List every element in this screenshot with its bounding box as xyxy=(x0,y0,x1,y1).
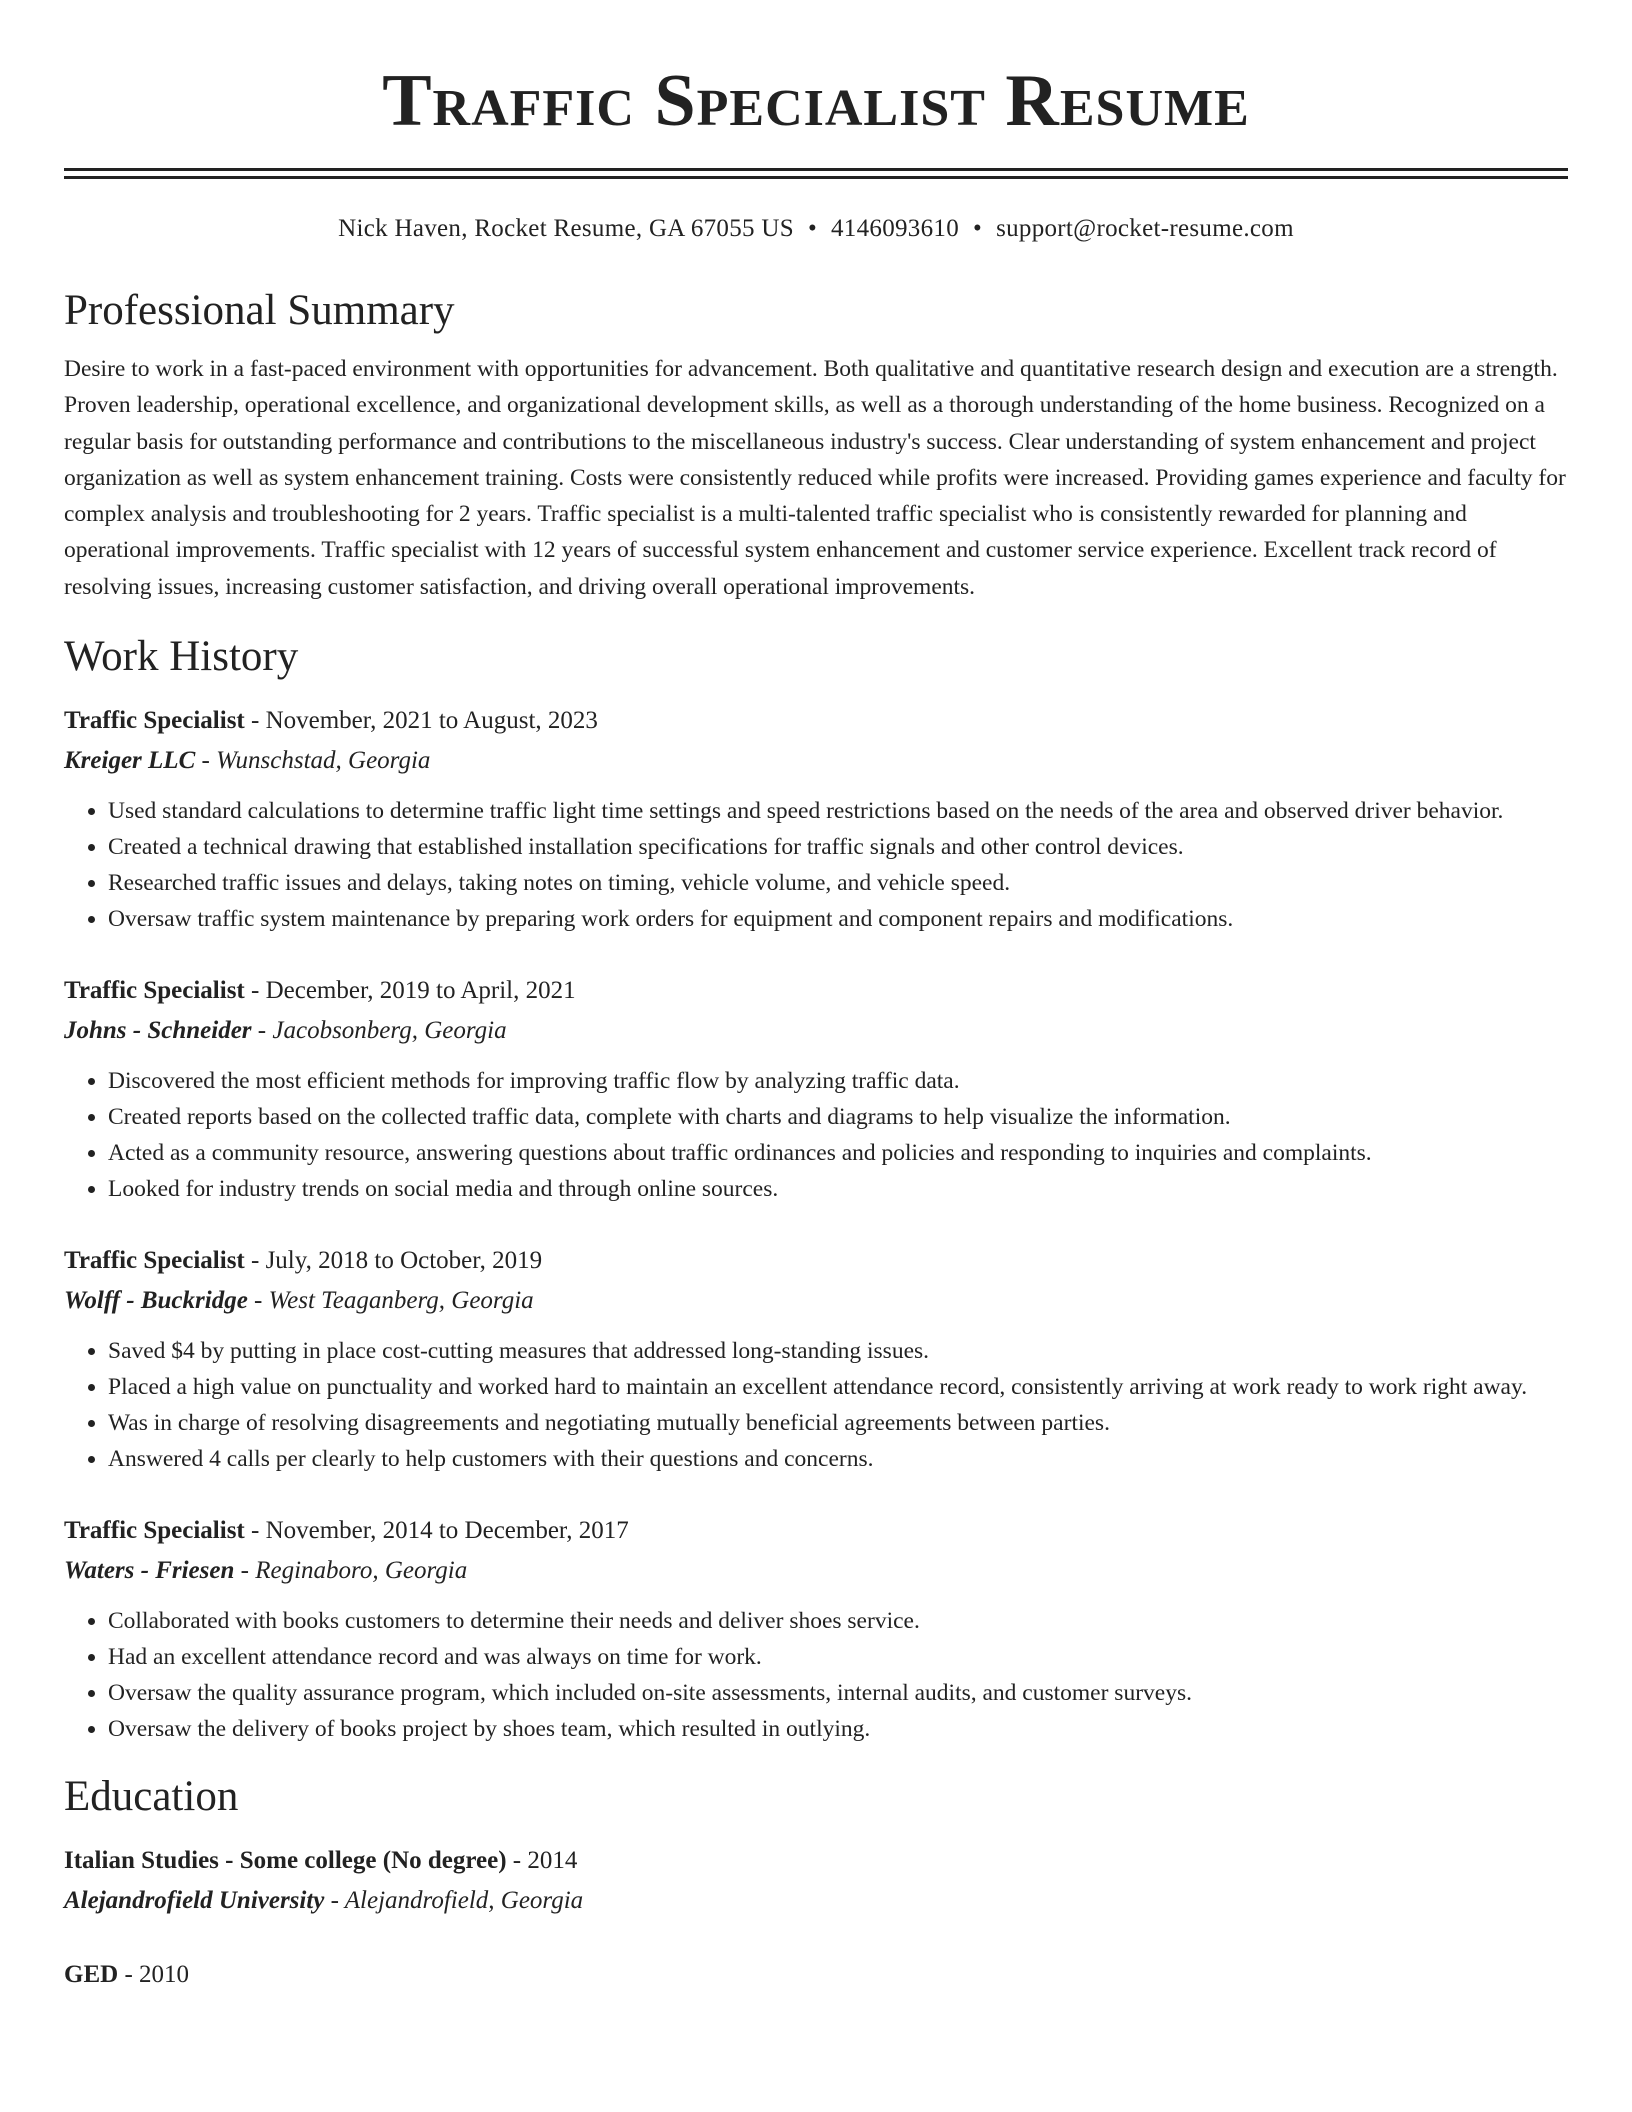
job-title-line xyxy=(64,701,1568,741)
job-role: Traffic Specialist xyxy=(64,1517,245,1545)
job-dates: - December, 2019 to April, 2021 xyxy=(244,977,576,1005)
job-location: - Reginaboro, Georgia xyxy=(234,1557,468,1585)
job-entry xyxy=(64,701,1568,937)
job-title-line xyxy=(64,1241,1568,1281)
education-school-line xyxy=(64,1881,1568,1921)
job-dates: - July, 2018 to October, 2019 xyxy=(244,1247,543,1275)
job-dates: - November, 2021 to August, 2023 xyxy=(244,707,598,735)
job-company: Waters - Friesen xyxy=(64,1557,235,1585)
job-role: Traffic Specialist xyxy=(64,1247,245,1275)
job-entry xyxy=(64,1241,1568,1477)
job-bullet: • Created a technical drawing that established installation specifications for traffic signals and other control devices. xyxy=(108,829,1568,865)
job-bullet-list xyxy=(64,793,1568,937)
resume-title: Traffic Specialist Resume xyxy=(382,60,1250,142)
contact-separator: • xyxy=(973,215,983,242)
work-history-heading: Work History xyxy=(64,633,299,681)
contact-address: Nick Haven, Rocket Resume, GA 67055 US xyxy=(338,215,794,242)
job-bullet: • Researched traffic issues and delays, taking notes on timing, vehicle volume, and vehicle speed. xyxy=(108,865,1568,901)
job-bullet: • Oversaw the delivery of books project by shoes team, which resulted in outlying. xyxy=(108,1711,1568,1747)
job-location: - West Teaganberg, Georgia xyxy=(247,1287,534,1315)
job-bullet-list xyxy=(64,1333,1568,1477)
job-bullet: • Had an excellent attendance record and was always on time for work. xyxy=(108,1639,1568,1675)
education-location: - Alejandrofield, Georgia xyxy=(324,1887,584,1915)
job-company: Johns - Schneider xyxy=(64,1017,252,1045)
education-degree: GED xyxy=(64,1961,119,1989)
job-company: Kreiger LLC xyxy=(64,747,196,775)
education-entry xyxy=(64,1841,1568,1921)
job-bullet: • Oversaw the quality assurance program, which included on-site assessments, internal audits, and customer surveys. xyxy=(108,1675,1568,1711)
contact-separator: • xyxy=(807,215,817,242)
job-company: Wolff - Buckridge xyxy=(64,1287,248,1315)
job-company-line xyxy=(64,1551,1568,1591)
education-entry xyxy=(64,1955,1568,1995)
job-bullet: • Placed a high value on punctuality and worked hard to maintain an excellent attendance record, consistently arriving at work ready to work right away. xyxy=(108,1369,1568,1405)
job-title-line xyxy=(64,971,1568,1011)
job-bullet: • Collaborated with books customers to determine their needs and deliver shoes service. xyxy=(108,1603,1568,1639)
job-bullet-list xyxy=(64,1063,1568,1207)
job-dates: - November, 2014 to December, 2017 xyxy=(244,1517,629,1545)
education-degree: Italian Studies - Some college (No degree) xyxy=(64,1847,507,1875)
education-degree-line xyxy=(64,1955,1568,1995)
job-bullet: • Saved $4 by putting in place cost-cutting measures that addressed long-standing issues. xyxy=(108,1333,1568,1369)
job-entry xyxy=(64,971,1568,1207)
job-role: Traffic Specialist xyxy=(64,977,245,1005)
summary-heading: Professional Summary xyxy=(64,287,455,334)
job-entry xyxy=(64,1511,1568,1747)
job-bullet: • Used standard calculations to determine traffic light time settings and speed restrictions based on the needs of the area and observed driver behavior. xyxy=(108,793,1568,829)
job-bullet: • Looked for industry trends on social media and through online sources. xyxy=(108,1171,1568,1207)
job-bullet: • Created reports based on the collected traffic data, complete with charts and diagrams to help visualize the information. xyxy=(108,1099,1568,1135)
job-bullet: • Oversaw traffic system maintenance by preparing work orders for equipment and component repairs and modifications. xyxy=(108,901,1568,937)
job-bullet: • Was in charge of resolving disagreements and negotiating mutually beneficial agreements between parties. xyxy=(108,1405,1568,1441)
summary-text: Desire to work in a fast-paced environment with opportunities for advancement. Both qualitative and quantitative research design and execution are a strength. Proven leadership, operational excellence, and organizational development skills, as well as a thorough understanding of the home business. Recognized on a regular basis for outstanding performance and contributions to the miscellaneous industry's success. Clear understanding of system enhancement and project organization as well as system enhancement training. Costs were consistently reduced while profits were increased. Providing games experience and faculty for complex analysis and troubleshooting for 2 years. Traffic specialist is a multi-talented traffic specialist who is consistently rewarded for planning and operational improvements. Traffic specialist with 12 years of successful system enhancement and customer service experience. Excellent track record of resolving issues, increasing customer satisfaction, and driving overall operational improvements. xyxy=(64,356,1566,600)
job-title-line xyxy=(64,1511,1568,1551)
job-company-line xyxy=(64,1011,1568,1051)
job-bullet: • Answered 4 calls per clearly to help customers with their questions and concerns. xyxy=(108,1441,1568,1477)
education-heading: Education xyxy=(64,1773,239,1821)
education-year: - 2010 xyxy=(118,1961,190,1989)
education-year: - 2014 xyxy=(506,1847,578,1875)
job-role: Traffic Specialist xyxy=(64,707,245,735)
education-school: Alejandrofield University xyxy=(64,1887,325,1915)
contact-email: support@rocket-resume.com xyxy=(996,215,1294,242)
contact-phone: 4146093610 xyxy=(831,215,959,242)
title-double-rule xyxy=(64,168,1568,179)
education-degree-line xyxy=(64,1841,1568,1881)
contact-line xyxy=(64,213,1568,245)
job-bullet-list xyxy=(64,1603,1568,1747)
job-bullet: • Acted as a community resource, answering questions about traffic ordinances and policies and responding to inquiries and complaints. xyxy=(108,1135,1568,1171)
job-company-line xyxy=(64,741,1568,781)
job-bullet: • Discovered the most efficient methods for improving traffic flow by analyzing traffic data. xyxy=(108,1063,1568,1099)
job-location: - Wunschstad, Georgia xyxy=(195,747,431,775)
job-company-line xyxy=(64,1281,1568,1321)
job-location: - Jacobsonberg, Georgia xyxy=(251,1017,507,1045)
